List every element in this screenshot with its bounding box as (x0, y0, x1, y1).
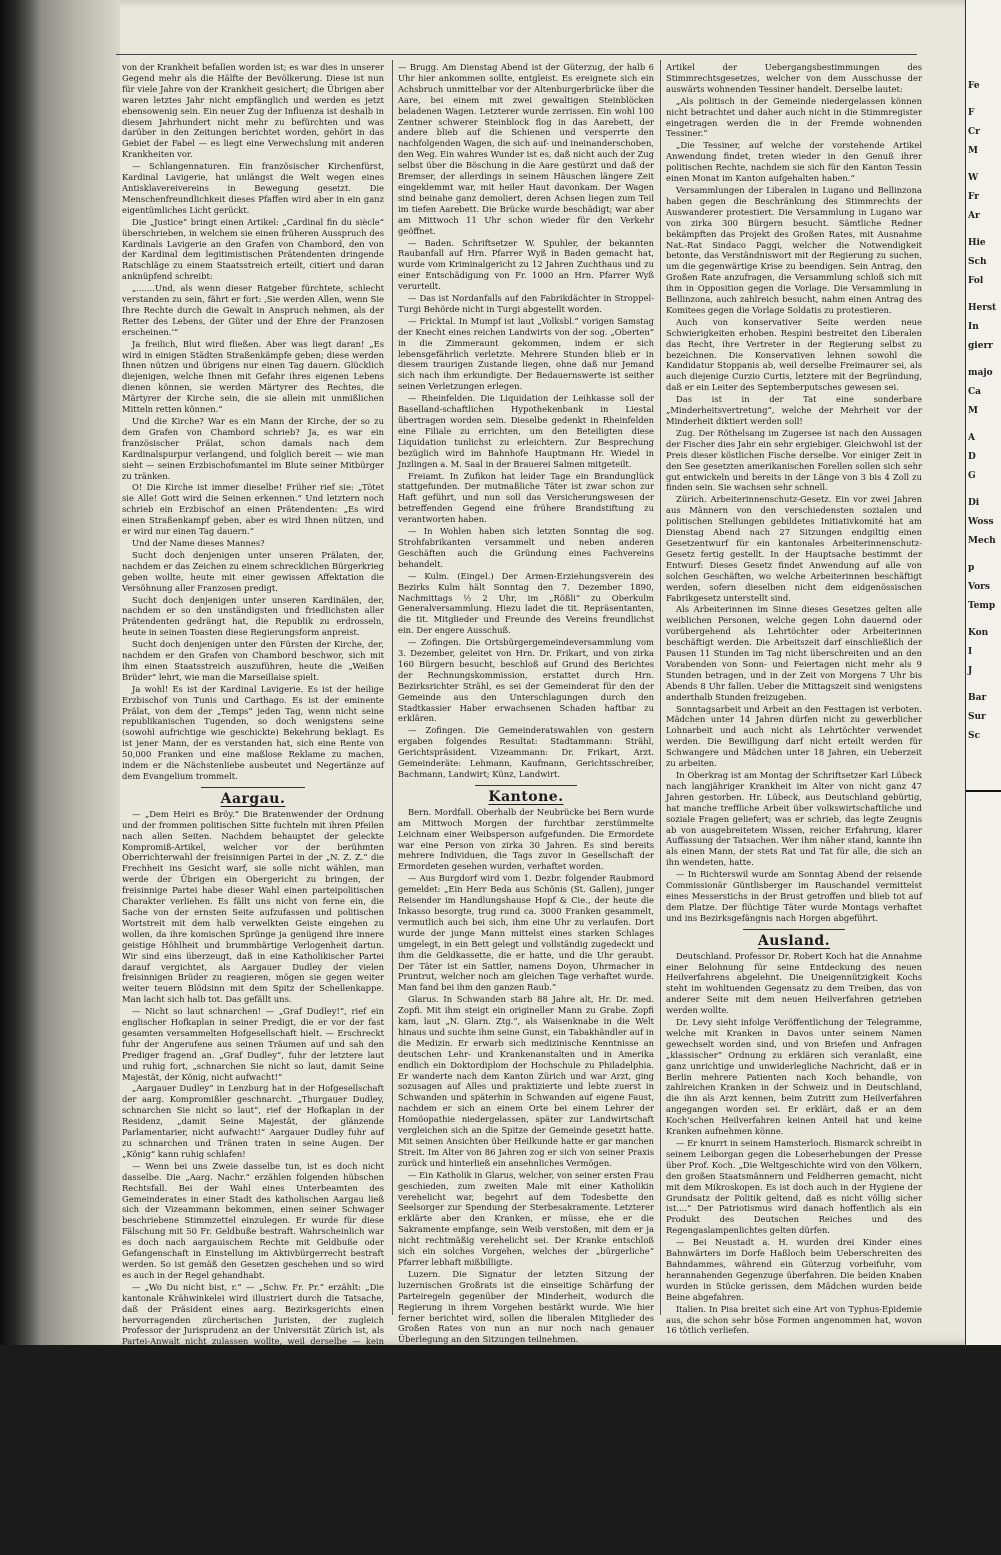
section-separator (201, 787, 306, 788)
article-paragraph: — Kulm. (Eingel.) Der Armen-Erziehungsverein des Bezirks Kulm hält Sonntag den 7. Dezember 1890, Nachmittags ½ 2 Uhr, im „Rößli“ zu Oberkulm Generalversammlung. Hiezu ladet die tit. Repräsentanten, die tit. Mitglieder und Freunde des Vereins freundlichst ein. Der engere Ausschuß. (398, 570, 654, 636)
article-paragraph: — Zofingen. Die Ortsbürgergemeindeversammlung vom 3. Dezember, geleitet von Hrn. Dr. Frikart, und von zirka 160 Bürgern besucht, beschloß auf Grund des Berichtes der Rechnungskommission, erstattet durch Hrn. Bezirksrichter Strähl, es sei der Gemeinderat für den der Gemeinde aus den Unterschlagungen durch den Stadtkassier Haber erwachsenen Schaden haftbar zu erklären. (398, 637, 654, 724)
article-paragraph: Dr. Levy sieht infolge Veröffentlichung der Telegramme, welche mit Kranken in Davos unter seinem Namen gewechselt worden sind, und von Briefen und Anfragen „klassischer“ Ordnung zu erklären sich veranlaßt, eine ganz unrichtige und unwiderlegliche Nachricht, daß er in Berlin mehrere Patienten nach Koch behandle, von zahlreichen Kranken in der Schweiz und in Deutschland, die ihn als Arzt kennen, beim Zutritt zum Heilverfahren angegangen worden sei. Er erklärt, daß er an dem Koch'schen Heilverfahren keinen Anteil hat und keine Kranken aufnehmen könne. (666, 1017, 922, 1137)
strip-fragment: Vors (968, 582, 990, 592)
strip-fragment: I (968, 647, 973, 657)
strip-fragment: Ca (968, 387, 981, 397)
article-paragraph: Deutschland. Professor Dr. Robert Koch hat die Annahme einer Belohnung für seine Entdeckung des neuen Heilverfahrens abgelehnt. Die Uneigennützigkeit Kochs steht im wohltuenden Gegensatz zu dem Treiben, das von anderer Seite mit dem neuen Heilverfahren getrieben werden wollte. (666, 950, 922, 1016)
article-paragraph: Sucht doch denjenigen unter unseren Kardinälen, der, nachdem er so den unständigsten und friedlichsten aller Prätendenten gedrängt hat, die Republik zu erdrosseln, heute in seinen Toasten diese Regierungsform anpreist. (122, 594, 384, 638)
article-paragraph: — Er knurrt in seinem Hamsterloch. Bismarck schreibt in seinem Leiborgan gegen die Lobeserhebungen der Presse über Prof. Koch. „Die Weltgeschichte wird von den Völkern, den großen Staatsmännern und Feldherren gemacht, nicht mit dem Mikroskopen. Es ist doch auch in der Hygiene der Grundsatz der Politik geltend, daß es nicht völlig sicher ist....“ Der Patriotismus wird danach hoffentlich als ein Produkt des Deutschen Reiches und des Regengaslampenlichtes gelten dürfen. (666, 1138, 922, 1236)
strip-fragment: Temp (968, 601, 996, 611)
adjacent-page-rule (966, 790, 1001, 792)
article-paragraph: — Fricktal. In Mumpf ist laut „Volksbl.“ vorigen Samstag der Knecht eines reichen Landwirts von der sog. „Oberten“ in die Zimmeraunt gekommen, indem er sich lebensgefährlich verletzte. Mehrere Stunden blieb er in diesem traurigen Zustande liegen, ohne daß nur Jemand sich nach ihm erkundigte. Der Bedauernswerte ist seither seinen Verletzungen erlegen. (398, 315, 654, 392)
article-paragraph: — Viehpolizei. In Anbetracht der neuen eidg. Vollziehungsverordnung zu den Viehseuchengesetzen, welche den Viehinspektoren namhafte Pflichten auferlegt, deren Nachachtung mit strenger Ahndung bedroht ist, findet das Verfahren nächster Tage für die Viehinspektoren unter Zuziehung der Bezirkstierärzte Kurse statt, in welchen diesen Beamten die Pflichten erläutert und dieselben in das Amt eingeführt werden. (122, 1359, 384, 1446)
article-paragraph: — Wenn bei uns Zweie dasselbe tun, ist es doch nicht dasselbe. Die „Aarg. Nachr.“ erzählen folgenden hübschen Rechtsfall. Bei der Wahl eines Unterbeamten des Gemeinderates in einer Stadt des katholischen Aargau ließ sich der Vizeammann bekommen, einen seiner Schwager beschriebene Stimmzettel einzulegen. Er wurde für diese Fälschung mit 50 Fr. Geldbuße bestraft. Wahrscheinlich war es doch nach aargauischem Rechte mit Geldbuße oder Gefangenschaft in Einstellung im Aktivbürgerrecht bestraft werden. So ist gemäß den Gesetzen geschehen und so wird es auch in der Regel gehandhabt. (122, 1160, 384, 1280)
article-paragraph: Italien. In Pisa breitet sich eine Art von Typhus-Epidemie aus, die schon sehr böse Formen angenommen hat, wovon 16 tötlich verliefen. (666, 1303, 922, 1336)
article-paragraph: — Baden. Schriftsetzer W. Spuhler, der bekannten Raubanfall auf Hrn. Pfarrer Wyß in Baden gemacht hat, wurde vom Kriminalgericht zu 12 Jahren Zuchthaus und zu einer Entschädigung von Fr. 1000 an Hrn. Pfarrer Wyß verurteilt. (398, 237, 654, 292)
column-divider-1 (392, 60, 393, 1315)
section-separator (743, 929, 845, 930)
article-paragraph: Das ist in der Tat eine sonderbare „Minderheitsvertretung“, welche der Mehrheit vor der Minderheit diktiert werden soll! (666, 394, 922, 426)
column-1 (122, 62, 384, 1446)
article-paragraph: — Brugg. Am Dienstag Abend ist der Güterzug, der halb 6 Uhr hier ankommen sollte, entgleist. Es ereignete sich ein Achsbruch unmittelbar vor der Altenburgerbrücke über die Aare, bei einem mit zwei gewaltigen Steinblöcken beladenen Wagen. Letzterer wurde zerrissen. Ein wohl 100 Zentner schwerer Steinblock flog in das Aarebett, der andere blieb auf die Schienen und versperrte den nachfolgenden Wagen, die sich auf- und ineinanderschoben, den Weg. Ein wahres Wunder ist es, daß nicht auch der Zug selbst über die Böschung in die Aare gestürzt und daß der Bremser, der allerdings in seinem Häuschen längere Zeit eingeklemmt war, mit heiler Haut davonkam. Der Wagen sind beinahe ganz demoliert, deren Achsen liegen zum Teil im tiefen Aarebett. Die Brücke wurde beschädigt; war aber am Mittwoch 11 Uhr schon wieder für den Verkehr geöffnet. (398, 62, 654, 236)
article-paragraph: „.......Und, als wenn dieser Ratgeber fürchtete, schlecht verstanden zu sein, fährt er fort: ‚Sie werden Allen, wenn Sie Ihre Rechte durch die Gewalt in Anspruch nehmen, als der Retter des Lebens, der Güter und der Ehre der Franzosen erscheinen.‘“ (122, 283, 384, 337)
strip-fragment: Fr (968, 192, 979, 202)
article-paragraph: Glarus. In Schwanden starb 88 Jahre alt, Hr. Dr. med. Zopfi. Mit ihm steigt ein origineller Mann zu Grabe. Zopfi kam, laut „N. Glarn. Ztg.“, als Waisenknabe in die Welt hinaus und suchte ihm seine Gunst, ein Tabakhändler auf in die Medizin. Er erwarb sich medizinische Kenntnisse an deutschen Lehr- und Krankenanstalten und in Amerika endlich ein Doktordiplom der Hochschule zu Philadelphia. Er wanderte nach dem Kanton Zürich und war Arzt, ging sozusagen auf Alles und praktizierte und lebte zuerst in Schwanden und späterhin in Schwanden auf eigene Faust, nachdem er sich an einem Orte bei einem Lehrer der Homöopathie niedergelassen, später zur Landwirtschaft vergleichen sich an die Spitze der Gemeinde gesetzt hatte. Mit seinen Ansichten über Heilkunde hatte er gar manchen Streit. Im Alter von 86 Jahren zog er sich von seiner Praxis zurück und hinterließ ein ansehnliches Vermögen. (398, 994, 654, 1168)
book-binding (0, 0, 40, 1345)
article-paragraph: In Oberkrag ist am Montag der Schriftsetzer Karl Lübeck nach langjähriger Krankheit im Alter von nicht ganz 47 Jahren gestorben. Hr. Lübeck, aus Deutschland gebürtig, hat manche treffliche Arbeit über volkswirtschaftliche und soziale Fragen geliefert; was er schrieb, das legte Zeugnis ab von ausgebreitetem Wissen, reicher Erfahrung, klarer Auffassung der Tatsachen. Wer ihm näher stand, kannte ihn als einen Mann, der stets Rat und Tat für alle, die sich an ihn wendeten, hatte. (666, 770, 922, 868)
strip-fragment: majo (968, 368, 993, 378)
strip-fragment: M (968, 146, 978, 156)
strip-fragment: gierr (968, 341, 993, 351)
strip-fragment: Sch (968, 257, 987, 267)
article-paragraph: — Ein Katholik in Glarus, welcher, von seiner ersten Frau geschieden, zum zweiten Male mit einer Katholikin verehelicht war, begehrt auf dem Todesbette den Seelsorger zur Spendung der Sterbesakramente. Letzterer erklärte aber den Kranken, er müsse, ehe er die Sakramente empfange, sein Weib verstoßen, mit dem er ja nicht rechtmäßig verehelicht sei. Der Kranke entschloß sich ein solches Vorgehen, welches der „bürgerliche“ Pfarrer lebhaft mißbilligte. (398, 1169, 654, 1267)
article-paragraph: — „Dem Heiri es Bröy.“ Die Bratenwender der Ordnung und der frommen politischen Sitte fuchteln mit ihren Pfeilen nach allen Seiten. Nachdem behauptet der geleckte Kompromiß-Artikel, welcher vor der berühmten Oberrichterwahl der freisinnigen Partei in der „N. Z. Z.“ die Frechheit ins Gesicht warf, sie solle nicht wählen, man werde der Übrigen ein Obergericht zu bringen, der freisinnige Partei habe dieser Wahl einen parteipolitischen Charakter verliehen. Es fällt uns nicht von ferne ein, die Sache von der ernsten Seite aufzufassen und politischen Wortstreit mit dem halb verwelkten Geiste eingehen zu wollen, da ihre komischen Sprünge ja genügend ihre innere geistige Höhlheit und brummbärtige Verlogenheit dartun. Wir sind eins überzeugt, daß in eine Katholikischer Partei darauf vergichtet, als Aargauer Dudley der vielen freisinnigen Brüder zu reagieren, mögen sie gegen weiter weiter teuern Blödsinn mit dem Spitz der Schellenkappe. Man lacht sich halb tot. Das gefällt uns. (122, 808, 384, 1005)
article-paragraph: — Nicht so laut schnarchen! — „Graf Dudley!“, rief ein englischer Hofkaplan in seiner Predigt, die er vor der fast gesamten versammelten Hofgesellschaft hielt. — Erschreckt fuhr der Angerufene aus seinen Träumen auf und sah den Prediger fragend an. „Graf Dudley“, fuhr der letztere laut und ruhig fort, „schnarchen Sie nicht so laut, damit Seine Majestät, der König, nicht aufwacht!“ (122, 1006, 384, 1082)
strip-fragment: G (968, 471, 976, 481)
article-paragraph: — In Richterswil wurde am Sonntag Abend der reisende Commissionär Güntlisberger im Rauschandel vermittelst eines Messerstichs in der Brust getroffen und blieb tot auf dem Platze. Der flüchtige Täter wurde Montags verhaftet und ins Bezirksgefängnis nach Horgen abgeführt. (666, 869, 922, 923)
strip-fragment: Di (968, 498, 980, 508)
column-2 (398, 62, 654, 1555)
adjacent-page-strip (965, 0, 1001, 1345)
article-paragraph: — In Wohlen haben sich letzten Sonntag die sog. Strohfabrikanten versammelt und neben anderen Geschäften auch die Gründung eines Fachvereins behandelt. (398, 526, 654, 569)
article-paragraph: Und die Kirche? War es ein Mann der Kirche, der so zu dem Grafen von Chambord schrieb? Ja, es war ein französischer Prälat, schon damals nach dem Kardinalspurpur verlangend, und folglich bereit — wie man sieht — seinen Erzbischofsmantel im Blute seiner Mitbürger zu tränken. (122, 416, 384, 481)
strip-fragment: Fe (968, 81, 980, 91)
article-paragraph: Die „Justice“ bringt einen Artikel: „Cardinal fin du siècle“ überschrieben, in welchem sie einen früheren Ausspruch des Kardinals Lavigerie an den Grafen von Chambord, den von der Kardinal dem legitimistischen Prätendenten dringende Ratschläge zu einem Staatsstreich erteilt, citiert und daran anknüpfend schreibt: (122, 216, 384, 282)
section-heading: Kantone. (488, 788, 564, 805)
article-paragraph: Solothurn. Staatshaushalt. Die Jahresrechnung pro 1889 schloß mit Fr. 1,794,982. 55 Einnahmen und Fr. 1,781,562. 92 Ausgaben, mit einem Ueberschuß der Einnahmen von Fr. 12,419. 63 ab; das Budget pro 1891 sieht Fr. 1,727,148 Einnahmen und Fr. 1,941,269 Ausgaben einen Ausgabenüberschuß von Fr. 214,121 vor. Die Berichte des Finanzdepartements gelangt für Hinblick auf das letztere Resultat, daß der Zeitpunkt nunmehr gekommen sei, den Staat in Form einer direkten Staatssteuer eine neue Einnahmsquelle zu verschaffen. (398, 1412, 654, 1521)
article-paragraph: Und der Name dieses Mannes? (132, 537, 265, 548)
top-rule (116, 54, 917, 55)
article-paragraph: Sucht doch denjenigen unter unseren Prälaten, der, nachdem er das Zeichen zu einem schrecklichen Bürgerkrieg geben wollte, heute mit einer gewissen Affektation die Versöhnung aller Franzosen predigt. (122, 549, 384, 593)
adjacent-page-fragments (966, 0, 1001, 743)
strip-fragment: D (968, 452, 976, 462)
article-paragraph: — Das ist Nordanfalls auf den Fabrikdächter in Stroppel-Turgi Behörde nicht in Turgi abgestellt worden. (398, 293, 654, 314)
strip-fragment: Sc (968, 731, 980, 741)
article-paragraph: Sucht doch denjenigen unter den Fürsten der Kirche, der, nachdem er den Grafen von Chambord beschwor, sich mit ihm einen Staatsstreich auszuführen, heute die „Weißen Brüder“ lehrt, wie man die Marseillaise spielt. (122, 639, 384, 682)
article-paragraph: „Die Tessiner, auf welche der vorstehende Artikel Anwendung findet, treten wieder in den Genuß ihrer politischen Rechte, nachdem sie sich für den Kanton Tessin einen Monat im Kanton aufgehalten haben.“ (666, 140, 922, 184)
column-divider-2 (660, 60, 661, 1315)
article-paragraph: — Schlangennaturen. Ein französischer Kirchenfürst, Kardinal Lavigerie, hat unlängst die Welt wegen eines Antisklavereivereins in Bewegung gesetzt. Die Menschenfreundlichkeit dieses Pfaffen wird aber in ein ganz eigentümliches Licht gerückt. (122, 161, 384, 215)
strip-fragment: Herst (968, 303, 997, 313)
newspaper-page (40, 0, 965, 1555)
strip-fragment: Sur (968, 712, 986, 722)
article-paragraph: von der Krankheit befallen worden ist; es war dies in unserer Gegend mehr als die Hälfte der Bevölkerung. Diese ist nun für viele Jahre von der Krankheit gesichert; die Übrigen aber waren letztes Jahr nicht empfänglich und werden es jetzt ebensowenig sein. Ein neuer Zug der Influenza ist deshalb in diesem Jahrhundert nicht mehr zu befürchten und was darüber in den Zeitungen berichtet worden, gehört in das Gebiet der Fabel — es liegt eine Verwechslung mit anderen Krankheiten vor. (122, 62, 384, 160)
article-paragraph: Bern. Mordfall. Oberhalb der Neubrücke bei Bern wurde am Mittwoch Morgen der furchtbar zerstümmelte Leichnam einer Weibsperson aufgefunden. Die Ermordete war eine Person von zirka 30 Jahren. Es sind bereits mehrere Individuen, die Tags zuvor in Gesellschaft der Ermordeten gesehen wurden, verhaftet worden. (398, 806, 654, 872)
article-paragraph: „Aargauer Dudley“ in Lenzburg hat in der Hofgesellschaft der aarg. Kompromißler geschnarcht. „Thurgauer Dudley, schnarchen Sie nicht so laut“, rief der Hofkaplan in der Residenz, „damit Seine Majestät, der glänzende Parlamentarier, nicht aufwacht!“ Aargauer Dudley fuhr auf zu schnarchen und Tränen traten in seine Augen. Der „König“ kann ruhig schlafen! (122, 1083, 384, 1159)
strip-fragment: F (968, 108, 975, 118)
article-paragraph: Artikel der Uebergangsbestimmungen des Stimmrechtsgesetzes, welcher von dem Ausschusse der auswärts wohnenden Tessiner handelt. Derselbe lautet: (666, 62, 922, 94)
article-paragraph: — Zofingen. Die Gemeinderatswahlen von gestern ergaben folgendes Resultat: Stadtammann: Strähl, Gerichtspräsident. Vizeammann: Dr. Frikart, Arzt. Gemeinderäte: Lehmann, Kaufmann, Gerichtsschreiber, Bachmann, Landwirt; Künz, Landwirt. (398, 725, 654, 779)
article-paragraph: — Rheinfelden. Die Liquidation der Leihkasse soll der Baselland-schaftlichen Hypothekenbank in Liestal übertragen worden sein. Dieselbe gedenkt in Rheinfelden eine Filiale zu errichten, um den Beteiligten diese Liquidation tunlichst zu erleichtern. Zur Besprechung bezüglich wird im Bahnhofe Hauptmann Hr. Wiedel in Jnzlingen a. M. Saal in der Brauerei Salmen mitgeteilt. (398, 393, 654, 469)
article-paragraph: Ja freilich, Blut wird fließen. Aber was liegt daran! „Es wird in einigen Städten Straßenkämpfe geben; diese werden Ihnen nützen und übrigens nur einen Tag dauern. Glücklich diejenigen, welche Ihnen mit Gefahr ihres eigenen Lebens dienen können, sie werden Märtyrer des Rechtes, die Märtyrer der Kirche sein, die sie allein mit unmißlichen Mitteln retten können.“ (122, 338, 384, 415)
article-paragraph: — Aus Burgdorf wird vom 1. Dezbr. folgender Raubmord gemeldet: „Ein Herr Beda aus Schönis (St. Gallen), junger Reisender im Handlungshause Hopf & Cie., der heute die Inkasso besorgte, trug rund ca. 3000 Franken gesammelt, vermutlich auch bei sich, ihm eine Uhr zu verlaufen. Dort wurde der junge Mann mittelst eines starken Schlages umgelegt, in ein Bett gelegt und vollständig zugedeckt und ihm die Geldkassette, die er hatte, und die Uhr geraubt. Der Täter ist ein Sattler, namens Doyon, Uhrmacher in Pruntrut, welcher noch am gleichen Tage verhaftet wurde. Man fand bei ihm den ganzen Raub.“ (398, 873, 654, 993)
article-paragraph: Auch von konservativer Seite werden neue Schwierigkeiten erhoben. Respini bestreitet den Liberalen das Recht, ihre Vertreter in der Regierung selbst zu bezeichnen. Die Konservativen lehnen sowohl die Kandidatur Stoppanis ab, weil derselbe Freimaurer sei, als auch diejenige Curzio Curtis, letztere mit der Begründung, daß er ein Leiter des Septemberputsches gewesen sei. (666, 316, 922, 393)
article-paragraph: „Als politisch in der Gemeinde niedergelassen können nicht betrachtet und daher auch nicht in die Stimmregister eingetragen werden die in der Fremde wohnenden Tessiner.“ (666, 95, 922, 139)
strip-fragment: J (968, 666, 973, 676)
strip-fragment: Ar (968, 211, 980, 221)
strip-fragment: Woss (968, 517, 994, 527)
strip-fragment: Fol (968, 276, 984, 286)
section-heading: Aargau. (220, 790, 286, 807)
article-paragraph: Luzern. Die Signatur der letzten Sitzung der luzernischen Großrats ist die einseitige Schärfung der Parteiregeln gegenüber der Minderheit, wodurch die Regierung in ihrem Vorgehen bestärkt wurde. Wie hier ferner berichtet wird, sollen die liberalen Mitglieder des Großen Rates von nun an nur noch nach genauer Überlegung an den Sitzungen teilnehmen. (398, 1268, 654, 1345)
article-paragraph: Zürich. Arbeiterinnenschutz-Gesetz. Ein vor zwei Jahren aus Männern von den verschiedensten sozialen und politischen Stellungen gebildetes Initiativkomité hat am Dienstag Abend nach 27 Sitzungen endgiltig einen Gesetzentwurf für ein kantonales Arbeiterinnenschutz-Gesetz fertig gestellt. In der Hauptsache bestimmt der Entwurf: Dieses Gesetz findet Anwendung auf alle von solchen Geschäften, wo welche Arbeiterinnen beschäftigt werden, sofern dieselben nicht dem eidgenössischen Fabrikgesetz unterstellt sind. (666, 494, 922, 603)
strip-fragment: Cr (968, 127, 980, 137)
column-3 (666, 62, 922, 1337)
page-gutter-shadow (40, 0, 120, 1345)
article-paragraph: St. Gallen. Im Rheintal ist die Lust zur Auswanderung erwacht; aus Rheineck sind schon viele Personen nach Brasilien ausgewandert, und mehrere Familien nach der südamerikanischen Schweizerkolonie „Alpina“ abgereist und andere gedenken ihnen zu folgen, sobald sie sich nähere Nachrichten verschafft haben. (398, 1346, 654, 1411)
strip-fragment: Mech (968, 536, 996, 546)
strip-fragment: Bar (968, 693, 987, 703)
article-paragraph: — „Wo Du nicht bist, r.“ — „Schw. Fr. Pr.“ erzählt: „Die kantonale Krähwinkelei wird illustriert durch die Tatsache, daß der Präsident eines aarg. Bezirksgerichts einen hervorragenden zürcherischen Juristen, der zugleich Professor der Jurisprudenz an der Universität Zürich ist, als Partei-Anwalt nicht zulassen wollte, weil derselbe — kein aargauisches Fürsprecherpatent hat!“ (122, 1281, 384, 1358)
article-paragraph: Als Arbeiterinnen im Sinne dieses Gesetzes gelten alle weiblichen Personen, welche gegen Lohn dauernd oder vorübergehend als Lehrtöchter oder Arbeiterinnen beschäftigt werden. Die Arbeitszeit darf einschließlich der Pausen 11 Stunden im Tag nicht überschreiten und an den Vorabenden von Sonn- und Feiertagen nicht mehr als 9 Stunden betragen, und in der Zeit von Morgens 7 Uhr bis Abends 8 Uhr fallen. Ueber die Mittagszeit sind wenigstens anderthalb Stunden freizugeben. (666, 604, 922, 702)
article-paragraph: Freiamt. In Zufikon hat leider Tage ein Brandunglück stattgefunden. Der mutmaßliche Täter ist zwar schon zur Haft geführt, und nun soll das Versicherungswesen der betreffenden Gegend eine frühere Brandstiftung zu verantworten haben. (398, 470, 654, 525)
article-paragraph: Ja wohl! Es ist der Kardinal Lavigerie. Es ist der heilige Erzbischof von Tunis und Carthago. Es ist der eminente Prälat, von dem der „Temps“ jeden Tag, wenn nicht seine republikanischen Tugenden, so doch wenigstens seine (sowohl aufrichtige wie geschickte) Bekehrung beklagt. Es ist jener Mann, der es verstanden hat, sich eine Rente von 50,000 Franken und eine maßlose Reklame zu machen, indem er die Nächstenliebe ausbeutet und Negertänze auf dem Evangelium trommelt. (122, 683, 384, 781)
strip-fragment: M (968, 406, 978, 416)
strip-fragment: Hie (968, 238, 986, 248)
section-heading: Ausland. (757, 932, 831, 949)
strip-fragment: W (968, 173, 979, 183)
article-paragraph: O! Die Kirche ist immer dieselbe! Früher rief sie: „Tötet sie Alle! Gott wird die Seinen erkennen.“ Und letztern noch schrieb ein Erzbischof an einen Prätendenten: „Es wird einen Straßenkampf geben, aber es wird Ihnen nützen, und er wird nur einen Tag dauern.“ (122, 482, 384, 537)
article-paragraph: — Bei Neustadt a. H. wurden drei Kinder eines Bahnwärters im Dorfe Haßloch beim Ueberschreiten des Bahndammes, während ein Güterzug vorbeifuhr, vom herannahenden Gegenzuge überfahren. Die beiden Knaben wurden in Stücke gerissen, dem Mädchen wurden beide Beine abgefahren. (666, 1237, 922, 1302)
strip-fragment: A (968, 433, 975, 443)
article-paragraph: Sonntagsarbeit und Arbeit an den Festtagen ist verboten. Mädchen unter 14 Jahren dürfen nicht zu gewerblicher Lohnarbeit und auch nicht als Lehrtöchter verwendet werden. Die Bewilligung darf nicht erteilt werden für Schwangere und Mädchen unter 18 Jahren, ein Ueberzeit zu arbeiten. (666, 703, 922, 769)
strip-fragment: Kon (968, 628, 989, 638)
article-paragraph: Zug. Der Röthelsang im Zugersee ist nach den Aussagen der Fischer dies Jahr ein sehr ergiebiger. Gleichwohl ist der Preis dieser köstlichen Fische derselbe. Vor einiger Zeit in den See gesetzten amerikanischen Forellen sollen sich sehr gut entwickeln und bereits in der Länge von 3 bis 4 Zoll zu finden sein. Sie wachsen sehr schnell. (666, 427, 922, 493)
strip-fragment: In (968, 322, 979, 332)
strip-fragment: p (968, 563, 975, 573)
article-paragraph: Tessin. Der Ausgleich im Kanton Tessin wird weiter gefährdet. Ein Teil der Freisinnigen erhebt sich gegen denjenigen (398, 1522, 654, 1555)
article-paragraph: Versammlungen der Liberalen in Lugano und Bellinzona haben gegen die Beschränkung des Stimmrechts der Auswanderer protestiert. Die Versammlung in Lugano war von zirka 300 Bürgern besucht. Sämtliche Redner bekämpften das Projekt des Großen Rates, mit Ausnahme Nat.-Rat Sindaco Paggi, welcher die Notwendigkeit betonte, das Verständniswort mit der Regierung zu suchen, um die gegenwärtige Krise zu beendigen. Sein Antrag, den Großen Rate anzufragen, die Versammlung schloß sich mit ihm in Opposition gegen die Vorlage. Die Versammlung in Bellinzona, auch zahlreich besucht, nahm einen Antrag des Komitees gegen die Vorlage Soldatis zu protestieren. (666, 184, 922, 315)
section-separator (475, 785, 577, 786)
